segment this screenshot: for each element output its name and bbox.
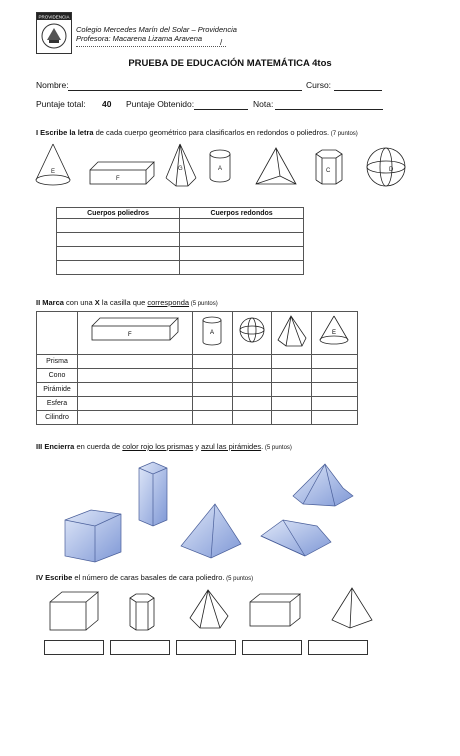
square-pyramid-shape (332, 588, 372, 628)
table-cell[interactable] (180, 233, 304, 247)
check-cell[interactable] (193, 397, 233, 411)
check-cell[interactable] (312, 411, 358, 425)
head-cone (312, 312, 358, 355)
puntaje-total-value: 40 (102, 99, 112, 109)
check-cell[interactable] (232, 397, 272, 411)
check-cell[interactable] (78, 355, 193, 369)
section-4-shapes (44, 586, 384, 636)
svg-text:F: F (128, 332, 132, 338)
head-pyramid (272, 312, 312, 355)
mark-table (36, 311, 358, 425)
check-cell[interactable] (232, 355, 272, 369)
check-cell[interactable] (272, 397, 312, 411)
check-cell[interactable] (193, 383, 233, 397)
check-cell[interactable] (78, 369, 193, 383)
col-poliedros-header: Cuerpos poliedros (57, 208, 180, 219)
cube-shape (50, 592, 98, 630)
rect-prism-shape (90, 162, 154, 184)
nombre-line[interactable] (68, 90, 302, 91)
check-cell[interactable] (312, 355, 358, 369)
hex-pyramid-shape (166, 144, 196, 186)
nota-label: Nota: (253, 99, 274, 109)
tri-prism-solid (261, 520, 331, 556)
table-cell[interactable] (180, 261, 304, 275)
check-cell[interactable] (78, 411, 193, 425)
table-cell[interactable] (180, 247, 304, 261)
check-cell[interactable] (272, 355, 312, 369)
check-cell[interactable] (312, 369, 358, 383)
svg-text:E: E (332, 330, 337, 336)
hex-prism-shape (316, 150, 342, 184)
answer-box[interactable] (242, 640, 302, 655)
row-label: Esfera (37, 397, 78, 411)
header-dotted-line (76, 46, 226, 47)
head-cylinder (193, 312, 233, 355)
check-cell[interactable] (193, 411, 233, 425)
hex-prism-shape (130, 594, 154, 630)
curso-line[interactable] (334, 90, 382, 91)
nombre-label: Nombre: (36, 80, 69, 90)
table-cell[interactable] (57, 233, 180, 247)
check-cell[interactable] (272, 383, 312, 397)
check-cell[interactable] (232, 383, 272, 397)
square-pyramid-solid (181, 504, 241, 558)
head-sphere (232, 312, 272, 355)
row-label: Pirámide (37, 383, 78, 397)
row-label: Cono (37, 369, 78, 383)
shape-letter: A (218, 166, 223, 172)
sphere-shape (367, 148, 405, 186)
cone-shape (36, 144, 70, 185)
cube-solid (65, 510, 121, 562)
col-redondos-header: Cuerpos redondos (180, 208, 304, 219)
classification-table (56, 207, 304, 275)
puntaje-obtenido-line[interactable] (194, 109, 248, 110)
puntaje-obtenido-label: Puntaje Obtenido: (126, 99, 195, 109)
check-cell[interactable] (232, 411, 272, 425)
check-cell[interactable] (78, 397, 193, 411)
teacher-name: Profesora: Macarena Lizama Aravena (76, 34, 203, 43)
shape-letter: F (116, 176, 120, 182)
svg-text:A: A (210, 330, 215, 336)
section-1-shapes (30, 140, 430, 192)
curso-label: Curso: (306, 80, 332, 90)
section-2-instructions: II Marca con una X la casilla que corresponda (5 puntos) (36, 298, 218, 307)
check-cell[interactable] (312, 397, 358, 411)
check-cell[interactable] (193, 355, 233, 369)
shape-letter: C (326, 168, 331, 174)
section-3-solids (55, 458, 375, 568)
pentagonal-pyramid-shape (190, 590, 228, 628)
puntaje-total-label: Puntaje total: (36, 99, 86, 109)
check-cell[interactable] (272, 411, 312, 425)
table-cell[interactable] (57, 261, 180, 275)
row-label: Cilindro (37, 411, 78, 425)
table-cell[interactable] (180, 219, 304, 233)
check-cell[interactable] (272, 369, 312, 383)
table-cell[interactable] (57, 247, 180, 261)
tall-prism-solid (139, 462, 167, 526)
table-cell-corner (37, 312, 78, 355)
school-name: Colegio Mercedes Marín del Solar – Providencia (76, 25, 237, 34)
check-cell[interactable] (312, 383, 358, 397)
check-cell[interactable] (78, 383, 193, 397)
logo-text: PROVIDENCIA (38, 14, 70, 20)
table-cell[interactable] (57, 219, 180, 233)
shape-letter: D (389, 167, 394, 173)
section-1-instructions: I Escribe la letra de cada cuerpo geométrico para clasificarlos en redondos o poliedros. (7 puntos) (36, 128, 358, 137)
answer-box[interactable] (44, 640, 104, 655)
answer-box[interactable] (110, 640, 170, 655)
section-4-instructions: IV Escribe el número de caras basales de cara poliedro. (5 puntos) (36, 573, 254, 582)
nota-line[interactable] (275, 109, 383, 110)
answer-box[interactable] (176, 640, 236, 655)
head-rect-prism (78, 312, 193, 355)
rect-prism-shape (250, 594, 300, 626)
shape-letter: G (178, 166, 183, 172)
header-trail: / (220, 38, 223, 47)
section-3-instructions: III Encierra en cuerda de color rojo los prismas y azul las pirámides. (5 puntos) (36, 442, 292, 451)
school-info (76, 25, 237, 43)
page-title: PRUEBA DE EDUCACIÓN MATEMÁTICA 4tos (128, 58, 332, 69)
check-cell[interactable] (193, 369, 233, 383)
row-label: Prisma (37, 355, 78, 369)
shape-letter: E (51, 169, 56, 175)
hex-pyramid-solid (293, 464, 353, 506)
tri-pyramid-shape (256, 148, 296, 184)
school-logo (36, 12, 72, 54)
answer-box[interactable] (308, 640, 368, 655)
check-cell[interactable] (232, 369, 272, 383)
